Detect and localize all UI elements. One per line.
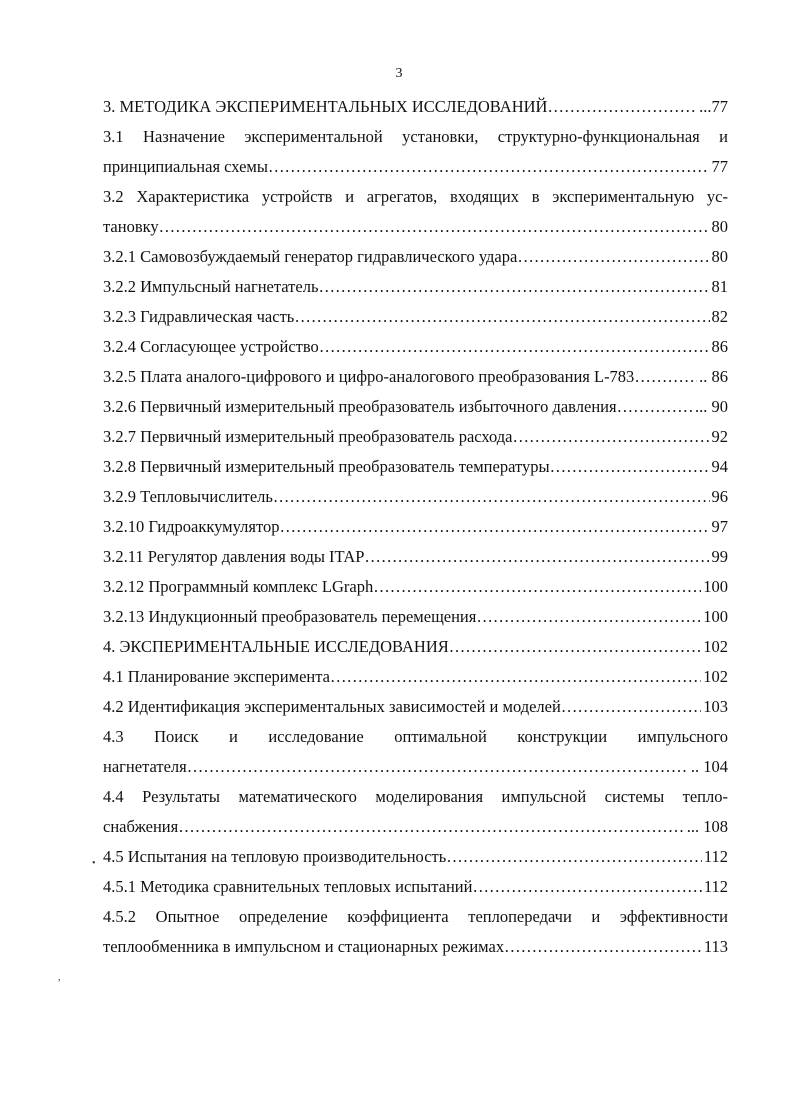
dot-leader xyxy=(373,572,701,602)
table-of-contents xyxy=(103,92,728,962)
dot-leader xyxy=(178,812,685,842)
toc-entry-title: нагнетателя xyxy=(103,757,187,776)
toc-entry-title: тановку xyxy=(103,217,159,236)
toc-entry xyxy=(103,692,728,722)
toc-entry-title: 3.2.11 Регулятор давления воды ITAP xyxy=(103,547,365,566)
dot-leader xyxy=(617,392,693,422)
toc-entry-title: теплообменника в импульсном и стационарных режимах xyxy=(103,937,505,956)
dot-leader xyxy=(273,482,710,512)
toc-entry xyxy=(103,662,728,692)
dot-leader xyxy=(517,242,709,272)
toc-entry xyxy=(103,422,728,452)
toc-entry-title: 3.2.8 Первичный измерительный преобразователь температуры xyxy=(103,457,550,476)
toc-entry-page: 77 xyxy=(711,157,728,176)
toc-entry-page: 94 xyxy=(711,457,728,476)
dot-leader xyxy=(187,752,689,782)
toc-entry xyxy=(103,302,728,332)
dot-leader xyxy=(268,152,710,182)
dot-leader xyxy=(279,512,709,542)
dot-leader xyxy=(513,422,710,452)
dot-leader xyxy=(364,542,709,572)
toc-entry-title: 3.2.12 Программный комплекс LGraph xyxy=(103,577,374,596)
toc-entry-page: 82 xyxy=(711,307,728,326)
toc-entry-title: 3. МЕТОДИКА ЭКСПЕРИМЕНТАЛЬНЫХ ИССЛЕДОВАНИЙ xyxy=(103,97,548,116)
toc-entry-page: 86 xyxy=(711,337,728,356)
toc-entry xyxy=(103,482,728,512)
toc-entry xyxy=(103,812,728,842)
toc-entry xyxy=(103,152,728,182)
toc-entry-page: 100 xyxy=(703,577,728,596)
toc-entry-title: 3.2.1 Самовозбуждаемый генератор гидравлического удара xyxy=(103,247,518,266)
toc-entry-title: 3.2.2 Импульсный нагнетатель xyxy=(103,277,319,296)
toc-line: 4.5.2 Опытное определение коэффициента теплопередачи и эффективности xyxy=(103,907,728,926)
toc-entry-title: 3.2.4 Согласующее устройство xyxy=(103,337,319,356)
toc-entry-page: 113 xyxy=(703,937,728,956)
toc-entry-page: 97 xyxy=(711,517,728,536)
toc-entry-page: 112 xyxy=(703,847,728,866)
toc-entry-page: 102 xyxy=(703,637,728,656)
dot-leader xyxy=(547,92,697,122)
toc-entry xyxy=(103,362,728,392)
toc-entry-title: 4.5.1 Методика сравнительных тепловых испытаний xyxy=(103,877,473,896)
toc-entry-title: 4.2 Идентификация экспериментальных зависимостей и моделей xyxy=(103,697,561,716)
toc-entry-page: ...77 xyxy=(699,97,728,116)
toc-entry xyxy=(103,602,728,632)
toc-entry xyxy=(103,932,728,962)
toc-entry xyxy=(103,212,728,242)
toc-entry xyxy=(103,272,728,302)
toc-entry-page: 103 xyxy=(703,697,728,716)
toc-line: 3.2 Характеристика устройств и агрегатов, входящих в экспериментальную ус- xyxy=(103,187,728,206)
toc-entry xyxy=(103,242,728,272)
toc-entry xyxy=(103,392,728,422)
toc-entry-title: 4.1 Планирование эксперимента xyxy=(103,667,330,686)
dot-leader xyxy=(476,602,701,632)
toc-entry xyxy=(103,452,728,482)
toc-line: 4.3 Поиск и исследование оптимальной конструкции импульсного xyxy=(103,727,728,746)
toc-entry-title: 3.2.13 Индукционный преобразователь перемещения xyxy=(103,607,477,626)
toc-line: 3.1 Назначение экспериментальной установки, структурно-функциональная и xyxy=(103,127,728,146)
toc-entry xyxy=(103,332,728,362)
toc-entry xyxy=(103,632,728,662)
toc-entry-page: 92 xyxy=(711,427,728,446)
dot-leader xyxy=(446,842,702,872)
toc-entry-page: 112 xyxy=(703,877,728,896)
dot-leader xyxy=(472,872,701,902)
toc-entry-title: 4.5 Испытания на тепловую производительность xyxy=(103,847,447,866)
toc-entry-page: .. 104 xyxy=(690,757,728,776)
toc-entry-title: 3.2.5 Плата аналого-цифрового и цифро-аналогового преобразования L-783 xyxy=(103,367,635,386)
toc-entry-title: 3.2.9 Тепловычислитель xyxy=(103,487,273,506)
toc-entry xyxy=(103,542,728,572)
dot-leader xyxy=(319,332,710,362)
dot-leader xyxy=(449,632,701,662)
toc-entry xyxy=(103,752,728,782)
dot-leader xyxy=(550,452,710,482)
toc-entry-page: 100 xyxy=(703,607,728,626)
toc-line: 4.4 Результаты математического моделирования импульсной системы тепло- xyxy=(103,787,728,806)
toc-entry-title: 3.2.7 Первичный измерительный преобразователь расхода xyxy=(103,427,513,446)
dot-leader xyxy=(561,692,701,722)
scan-speck: , xyxy=(58,972,61,983)
dot-leader xyxy=(330,662,701,692)
toc-entry-page: ... 90 xyxy=(695,397,728,416)
dot-leader xyxy=(318,272,709,302)
toc-entry xyxy=(103,872,728,902)
page-number: 3 xyxy=(395,66,403,81)
toc-entry-page: 80 xyxy=(711,247,728,266)
toc-entry-page: 80 xyxy=(711,217,728,236)
dot-leader xyxy=(159,212,710,242)
dot-leader xyxy=(634,362,697,392)
toc-entry-title: 3.2.3 Гидравлическая часть xyxy=(103,307,295,326)
toc-entry-page: ... 108 xyxy=(686,817,728,836)
scan-speck: • xyxy=(92,858,96,869)
toc-entry-page: 99 xyxy=(711,547,728,566)
toc-entry-title: 4. ЭКСПЕРИМЕНТАЛЬНЫЕ ИССЛЕДОВАНИЯ xyxy=(103,637,449,656)
toc-entry xyxy=(103,512,728,542)
toc-entry-title: принципиальная схемы xyxy=(103,157,268,176)
toc-entry xyxy=(103,92,728,122)
toc-entry-page: .. 86 xyxy=(699,367,728,386)
toc-entry xyxy=(103,842,728,872)
toc-entry xyxy=(103,572,728,602)
dot-leader xyxy=(504,932,702,962)
toc-entry-title: 3.2.10 Гидроаккумулятор xyxy=(103,517,280,536)
toc-entry-page: 81 xyxy=(711,277,728,296)
toc-entry-page: 102 xyxy=(703,667,728,686)
toc-entry-page: 96 xyxy=(711,487,728,506)
toc-entry-title: снабжения xyxy=(103,817,179,836)
toc-entry-title: 3.2.6 Первичный измерительный преобразователь избыточного давления xyxy=(103,397,617,416)
dot-leader xyxy=(294,302,709,332)
